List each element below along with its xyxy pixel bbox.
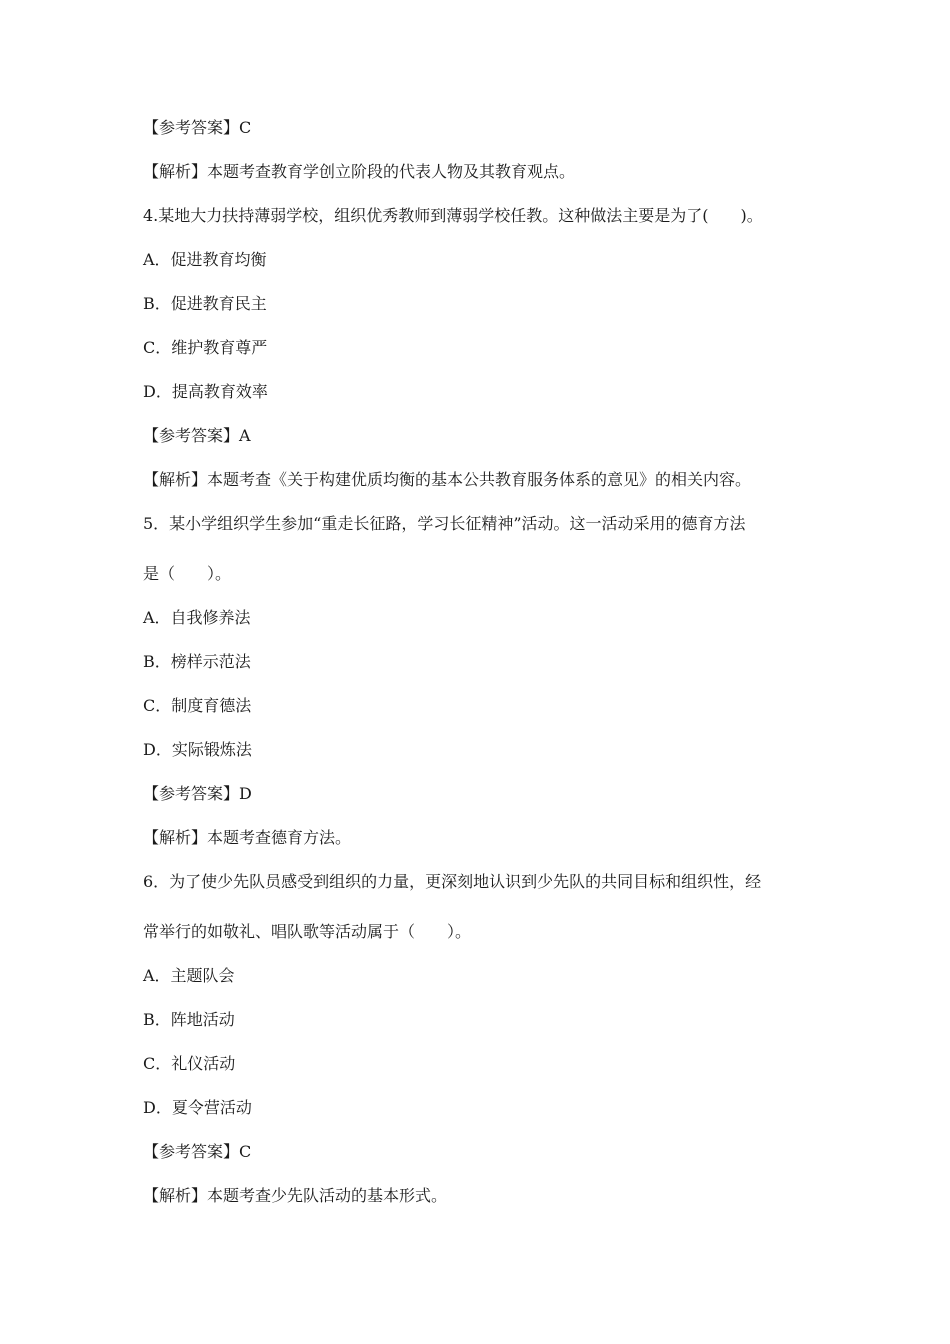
analysis-question-4: 【解析】本题考查《关于构建优质均衡的基本公共教育服务体系的意见》的相关内容。 [143, 470, 752, 489]
answer-question-5: 【参考答案】D [143, 784, 252, 803]
question-5-option-c: C．制度育德法 [143, 696, 252, 715]
question-6-option-d: D．夏令营活动 [143, 1098, 252, 1117]
question-5-option-d: D．实际锻炼法 [143, 740, 252, 759]
question-6-option-c: C．礼仪活动 [143, 1054, 236, 1073]
question-5-stem-line1: 5．某小学组织学生参加“重走长征路，学习长征精神”活动。这一活动采用的德育方法 [143, 514, 746, 533]
analysis-block1: 【解析】本题考查教育学创立阶段的代表人物及其教育观点。 [143, 162, 576, 181]
question-4-option-c: C．维护教育尊严 [143, 338, 268, 357]
answer-question-6: 【参考答案】C [143, 1142, 252, 1161]
analysis-question-5: 【解析】本题考查德育方法。 [143, 828, 352, 847]
question-6-option-b: B．阵地活动 [143, 1010, 235, 1029]
question-5-stem-line2: 是（ ）。 [143, 564, 232, 583]
answer-question-4: 【参考答案】A [143, 426, 251, 445]
question-4-option-d: D．提高教育效率 [143, 382, 268, 401]
question-6-stem-line1: 6．为了使少先队员感受到组织的力量，更深刻地认识到少先队的共同目标和组织性，经 [143, 872, 762, 891]
question-4-option-b: B．促进教育民主 [143, 294, 267, 313]
analysis-question-6: 【解析】本题考查少先队活动的基本形式。 [143, 1186, 448, 1205]
answer-block1: 【参考答案】C [143, 118, 252, 137]
question-5-option-a: A．自我修养法 [143, 608, 251, 627]
question-4-stem: 4.某地大力扶持薄弱学校，组织优秀教师到薄弱学校任教。这种做法主要是为了( )。 [143, 206, 763, 225]
question-6-stem-line2: 常举行的如敬礼、唱队歌等活动属于（ ）。 [143, 922, 472, 941]
question-4-option-a: A．促进教育均衡 [143, 250, 267, 269]
question-5-option-b: B．榜样示范法 [143, 652, 251, 671]
question-6-option-a: A．主题队会 [143, 966, 235, 985]
